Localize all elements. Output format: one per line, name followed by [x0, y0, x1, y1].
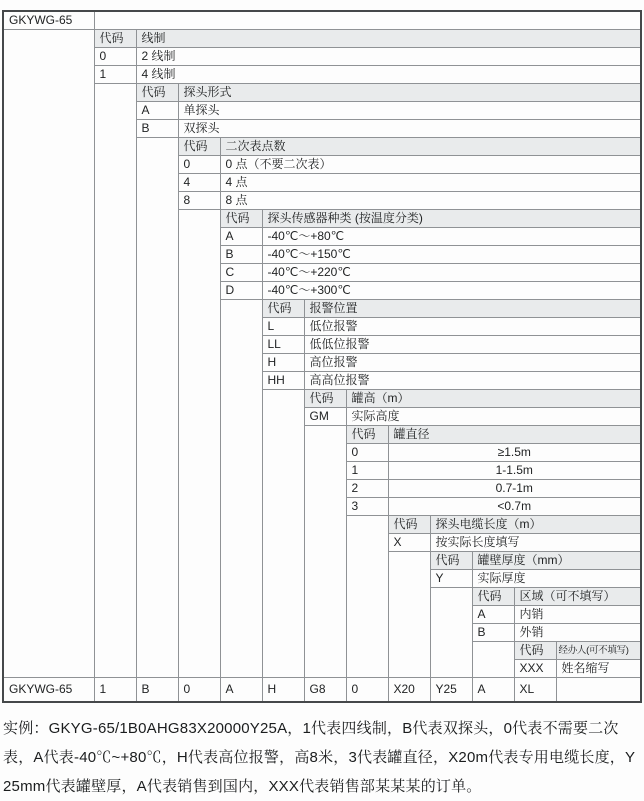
filler-cell: [262, 390, 304, 678]
example-code-cell: [556, 678, 641, 703]
code-cell: 2: [346, 480, 388, 498]
example-code-cell: XL: [514, 678, 556, 703]
description-cell: -40℃～+80℃: [262, 228, 641, 246]
code-cell: L: [262, 318, 304, 336]
example-code-cell: A: [220, 678, 262, 703]
code-cell: B: [220, 246, 262, 264]
code-cell: A: [472, 606, 514, 624]
description-cell: 0.7-1m: [388, 480, 641, 498]
level-name-header-cell: 区域（可不填写）: [514, 588, 641, 606]
code-header-cell: 代码: [220, 210, 262, 228]
code-cell: LL: [262, 336, 304, 354]
description-cell: 按实际长度填写: [430, 534, 641, 552]
filler-cell: [94, 84, 136, 678]
description-cell: -40℃～+220℃: [262, 264, 641, 282]
description-cell: 低低位报警: [304, 336, 641, 354]
code-header-cell: 代码: [514, 642, 556, 660]
description-cell: 4 点: [220, 174, 641, 192]
code-header-cell: 代码: [472, 588, 514, 606]
table-row-level-header: [3, 84, 641, 102]
level-name-header-cell: 二次表点数: [220, 138, 641, 156]
level-name-header-cell: 探头形式: [178, 84, 641, 102]
level-name-header-cell: 罐壁厚度（mm）: [472, 552, 641, 570]
code-cell: 1: [346, 462, 388, 480]
description-cell: ≥1.5m: [388, 444, 641, 462]
example-code-cell: 1: [94, 678, 136, 703]
filler-cell: [3, 30, 94, 678]
description-cell: 低位报警: [304, 318, 641, 336]
code-cell: 0: [94, 48, 136, 66]
description-cell: 1-1.5m: [388, 462, 641, 480]
level-name-header-cell: 经办人(可不填写): [556, 642, 641, 660]
example-note: 实例：GKYG-65/1B0AHG83X20000Y25A，1代表四线制，B代表双探头，0代表不需要二次表，A代表-40℃~+80℃，H代表高位报警，高8米，3代表罐直径，X20m代表专用电缆长度，Y25mm代表罐壁厚，A代表销售到国内，XXX代表销售部某某某的订单。: [3, 720, 636, 795]
description-cell: 4 线制: [136, 66, 641, 84]
code-header-cell: 代码: [388, 516, 430, 534]
code-header-cell: 代码: [136, 84, 178, 102]
code-cell: HH: [262, 372, 304, 390]
description-cell: 实际厚度: [472, 570, 641, 588]
example-code-cell: 0: [178, 678, 220, 703]
level-name-header-cell: 报警位置: [304, 300, 641, 318]
product-model-cell: GKYWG-65: [3, 11, 94, 30]
code-header-cell: 代码: [94, 30, 136, 48]
filler-cell: [346, 516, 388, 678]
description-cell: -40℃～+150℃: [262, 246, 641, 264]
description-cell: 高高位报警: [304, 372, 641, 390]
code-cell: H: [262, 354, 304, 372]
code-cell: Y: [430, 570, 472, 588]
table-row-model: [3, 11, 641, 30]
description-cell: 8 点: [220, 192, 641, 210]
example-model-cell: GKYWG-65: [3, 678, 94, 703]
filler-cell: [430, 588, 472, 678]
table-row-level-header: [3, 30, 641, 48]
code-cell: 4: [178, 174, 220, 192]
model-selection-table-wrap: [2, 10, 642, 703]
example-code-cell: G8: [304, 678, 346, 703]
code-cell: 3: [346, 498, 388, 516]
description-cell: 实际高度: [346, 408, 641, 426]
filler-cell: [472, 642, 514, 678]
description-cell: 0 点（不要二次表）: [220, 156, 641, 174]
description-cell: 高位报警: [304, 354, 641, 372]
level-name-header-cell: 线制: [136, 30, 641, 48]
description-cell: <0.7m: [388, 498, 641, 516]
example-code-cell: H: [262, 678, 304, 703]
table-row-option: [3, 48, 641, 66]
example-code-cell: Y25: [430, 678, 472, 703]
level-name-header-cell: 罐直径: [388, 426, 641, 444]
code-cell: 8: [178, 192, 220, 210]
description-cell: 姓名缩写: [556, 660, 641, 678]
code-header-cell: 代码: [304, 390, 346, 408]
filler-cell: [136, 138, 178, 678]
description-cell: 双探头: [178, 120, 641, 138]
description-cell: -40℃～+300℃: [262, 282, 641, 300]
code-cell: D: [220, 282, 262, 300]
code-cell: B: [472, 624, 514, 642]
code-cell: 1: [94, 66, 136, 84]
code-cell: 0: [178, 156, 220, 174]
example-code-cell: A: [472, 678, 514, 703]
code-cell: B: [136, 120, 178, 138]
example-code-cell: X20: [388, 678, 430, 703]
code-header-cell: 代码: [430, 552, 472, 570]
filler-cell: [178, 210, 220, 678]
level-name-header-cell: 罐高（m）: [346, 390, 641, 408]
filler-cell: [304, 426, 346, 678]
model-selection-table: [2, 10, 642, 703]
description-cell: 单探头: [178, 102, 641, 120]
description-cell: 外销: [514, 624, 641, 642]
level-name-header-cell: 探头电缆长度（m）: [430, 516, 641, 534]
table-row-option: [3, 66, 641, 84]
filler-cell: [220, 300, 262, 678]
level-name-header-cell: 探头传感器种类 (按温度分类): [262, 210, 641, 228]
code-header-cell: 代码: [178, 138, 220, 156]
code-cell: X: [388, 534, 430, 552]
code-cell: GM: [304, 408, 346, 426]
description-cell: 内销: [514, 606, 641, 624]
code-cell: A: [220, 228, 262, 246]
empty-cell: [94, 11, 641, 30]
table-row-example: [3, 678, 641, 703]
code-cell: XXX: [514, 660, 556, 678]
code-cell: 0: [346, 444, 388, 462]
example-code-cell: B: [136, 678, 178, 703]
code-cell: A: [136, 102, 178, 120]
code-header-cell: 代码: [346, 426, 388, 444]
example-code-cell: 0: [346, 678, 388, 703]
code-cell: C: [220, 264, 262, 282]
code-header-cell: 代码: [262, 300, 304, 318]
description-cell: 2 线制: [136, 48, 641, 66]
filler-cell: [388, 552, 430, 678]
